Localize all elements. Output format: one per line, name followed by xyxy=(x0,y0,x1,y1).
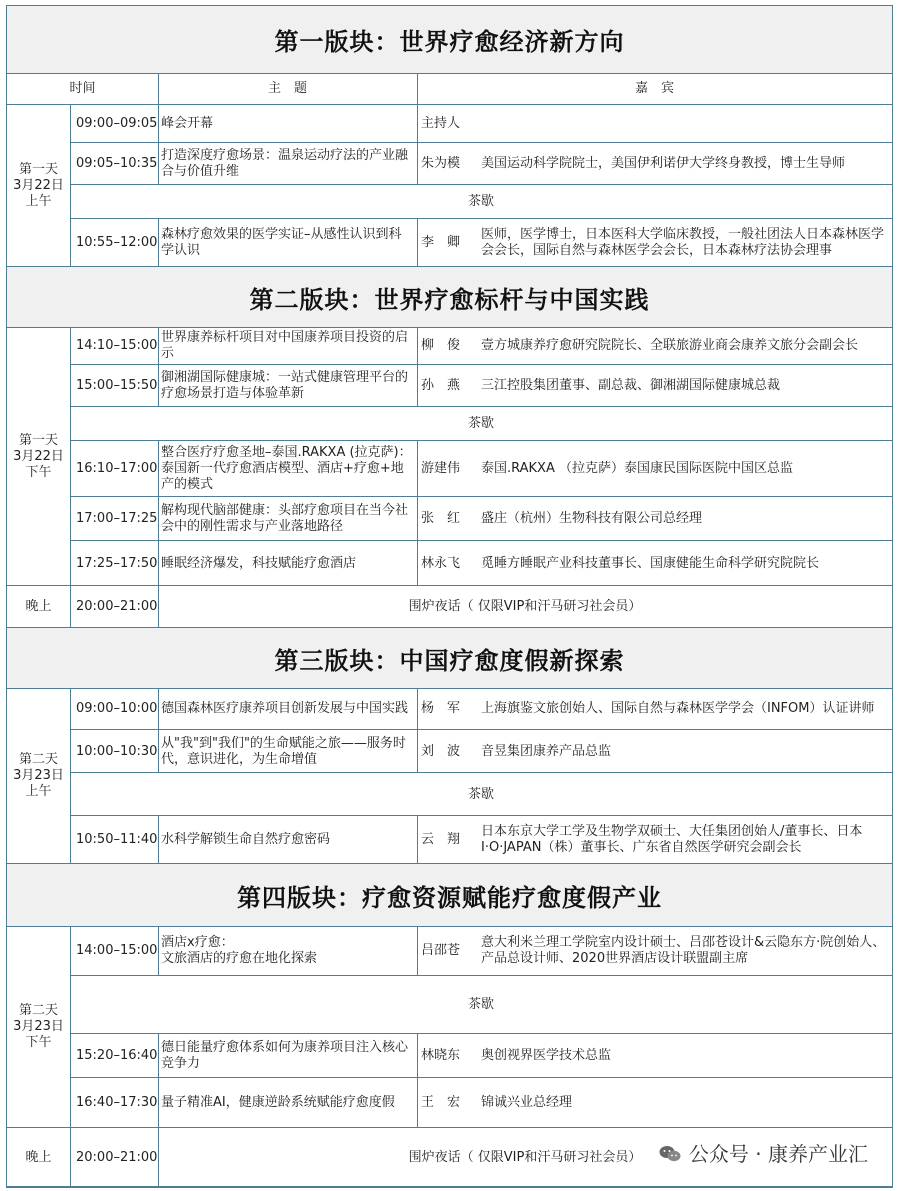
grid-line xyxy=(158,541,159,586)
tea-break xyxy=(70,185,892,219)
session-time xyxy=(70,926,158,976)
session-topic-text: 打造深度疗愈场景：温泉运动疗法的产业融合与价值升维 xyxy=(161,148,409,179)
grid-line xyxy=(70,327,71,586)
session-time xyxy=(70,1078,158,1128)
speaker-desc: 意大利米兰理工学院室内设计硕士、吕邵苍设计&云隐东方·院创始人、产品总设计师、2020世界酒店设计联盟副主席 xyxy=(481,935,886,966)
watermark xyxy=(655,1136,872,1169)
grid-line xyxy=(158,688,159,730)
tea-break xyxy=(70,976,892,1034)
session-time-text: 14:10–15:00 xyxy=(76,338,158,353)
section-title-text: 第四版块：疗愈资源赋能疗愈度假产业 xyxy=(237,883,662,912)
session-time xyxy=(70,688,158,730)
session-speaker xyxy=(417,541,892,586)
session-topic xyxy=(158,143,417,185)
speaker-name: 王 宏 xyxy=(421,1095,461,1110)
grid-line xyxy=(158,816,159,864)
day-label-line: 第二天 xyxy=(18,752,58,767)
session-time xyxy=(70,441,158,497)
session-topic xyxy=(158,541,417,586)
session-time xyxy=(70,143,158,185)
speaker-desc: 医师，医学博士，日本医科大学临床教授，一般社团法人日本森林医学会会长，国际自然与森林医学会会长，日本森林疗法协会理事 xyxy=(481,227,885,258)
session-topic xyxy=(158,441,417,497)
session-speaker xyxy=(417,143,892,185)
day-label-line: 第一天 xyxy=(18,162,58,177)
grid-line xyxy=(158,926,159,976)
speaker-name: 云 翔 xyxy=(421,832,461,847)
session-topic-text: 从"我"到"我们"的生命赋能之旅——服务时代，意识进化，为生命增值 xyxy=(161,735,406,767)
grid-line xyxy=(158,73,159,105)
session-time xyxy=(70,1128,158,1187)
tea-break-label: 茶歇 xyxy=(467,997,494,1012)
grid-line xyxy=(158,441,159,497)
wechat-icon xyxy=(659,1144,681,1162)
evening-session xyxy=(158,586,892,628)
section-title-text: 第三版块：中国疗愈度假新探索 xyxy=(274,646,625,675)
grid-line xyxy=(70,1128,71,1187)
day-label-line: 第一天 xyxy=(18,432,58,448)
session-topic xyxy=(158,688,417,730)
session-topic-text: 森林疗愈效果的医学实证–从感性认识到科学认识 xyxy=(161,227,402,258)
day-label xyxy=(7,926,70,1128)
grid-line xyxy=(70,105,71,267)
speaker-name: 柳 俊 xyxy=(421,338,461,353)
watermark-text: 公众号 · 康养产业汇 xyxy=(688,1142,868,1166)
grid-line xyxy=(158,105,159,143)
header-time-label: 时间 xyxy=(69,81,96,96)
header-topic-label: 主 题 xyxy=(267,81,307,96)
session-topic xyxy=(158,730,417,773)
session-time-text: 20:00–21:00 xyxy=(76,599,158,614)
session-topic xyxy=(158,105,417,143)
day-label xyxy=(7,105,70,267)
speaker-desc: 美国运动科学院院士，美国伊利诺伊大学终身教授，博士生导师 xyxy=(481,156,846,171)
session-time-text: 16:10–17:00 xyxy=(76,461,158,476)
grid-line xyxy=(417,1078,418,1128)
day-label xyxy=(7,688,70,864)
day-label-line: 下午 xyxy=(25,464,52,480)
speaker-name: 张 红 xyxy=(421,511,461,526)
grid-line xyxy=(158,1034,159,1078)
grid-line xyxy=(158,730,159,773)
grid-line xyxy=(158,365,159,407)
session-time xyxy=(70,730,158,773)
speaker-name: 杨 军 xyxy=(421,701,461,716)
session-time-text: 17:00–17:25 xyxy=(76,511,158,526)
grid-line xyxy=(417,541,418,586)
session-time xyxy=(70,586,158,628)
grid-line xyxy=(417,219,418,267)
session-time-text: 10:50–11:40 xyxy=(76,832,158,847)
grid-line xyxy=(417,73,418,105)
day-label-line: 上午 xyxy=(25,194,52,209)
session-topic xyxy=(158,816,417,864)
tea-break-label: 茶歇 xyxy=(467,194,494,209)
session-speaker xyxy=(417,730,892,773)
grid-line xyxy=(417,730,418,773)
evening-session-text: 围炉夜话（ 仅限VIP和汗马研习社会员） xyxy=(408,599,642,614)
speaker-desc: 音昱集团康养产品总监 xyxy=(481,743,612,759)
header-guest xyxy=(417,73,892,105)
session-time-text: 14:00–15:00 xyxy=(76,943,158,958)
session-topic-text: 量子精准AI，健康逆龄系统赋能疗愈度假 xyxy=(161,1095,395,1110)
session-topic-text: 酒店x疗愈： 文旅酒店的疗愈在地化探索 xyxy=(161,935,318,966)
session-time xyxy=(70,219,158,267)
tea-break xyxy=(70,407,892,441)
grid-line xyxy=(417,816,418,864)
session-time-text: 09:00–10:00 xyxy=(76,701,158,716)
session-topic-text: 世界康养标杆项目对中国康养项目投资的启示 xyxy=(161,330,409,361)
speaker-name: 游建伟 xyxy=(421,461,461,476)
day-label xyxy=(7,586,70,628)
session-topic xyxy=(158,365,417,407)
grid-line xyxy=(158,327,159,365)
speaker-desc: 日本东京大学工学及生物学双硕士、大任集团创始人/董事长、日本I·O·JAPAN（株）董事长、广东省自然医学研究会副会长 xyxy=(481,824,863,855)
session-speaker xyxy=(417,219,892,267)
tea-break xyxy=(70,773,892,816)
session-time-text: 09:05–10:35 xyxy=(76,156,158,171)
day-label-line: 3月23日 xyxy=(13,768,64,783)
day-label-line: 下午 xyxy=(25,1035,52,1050)
session-time-text: 15:20–16:40 xyxy=(76,1048,158,1063)
speaker-name: 林永飞 xyxy=(421,555,461,571)
session-topic xyxy=(158,1078,417,1128)
grid-line xyxy=(158,219,159,267)
session-topic xyxy=(158,926,417,976)
speaker-desc: 上海旗鉴文旅创始人、国际自然与森林医学学会（INFOM）认证讲师 xyxy=(481,701,875,716)
session-time xyxy=(70,816,158,864)
grid-line xyxy=(417,365,418,407)
evening-session-text: 围炉夜话（ 仅限VIP和汗马研习社会员） xyxy=(408,1149,642,1165)
header-time xyxy=(7,73,158,105)
grid-line xyxy=(158,1078,159,1128)
session-time-text: 15:00–15:50 xyxy=(76,378,158,393)
session-speaker xyxy=(417,327,892,365)
session-topic-text: 解构现代脑部健康：头部疗愈项目在当今社会中的刚性需求与产业落地路径 xyxy=(161,503,409,534)
session-speaker xyxy=(417,497,892,541)
day-label xyxy=(7,327,70,586)
section-title xyxy=(7,267,892,328)
session-topic-text: 德日能量疗愈体系如何为康养项目注入核心竞争力 xyxy=(161,1040,409,1071)
day-label xyxy=(7,1128,70,1187)
tea-break-label: 茶歇 xyxy=(467,786,494,802)
day-label-line: 第二天 xyxy=(18,1003,58,1018)
session-time-text: 09:00–09:05 xyxy=(76,116,158,131)
section-title xyxy=(7,628,892,689)
grid-line xyxy=(70,926,71,1128)
session-speaker xyxy=(417,105,892,143)
speaker-name: 朱为模 xyxy=(421,156,461,171)
session-speaker xyxy=(417,441,892,497)
speaker-desc: 盛庄（杭州）生物科技有限公司总经理 xyxy=(481,511,703,526)
speaker-name: 刘 波 xyxy=(421,743,461,759)
speaker-name: 吕邵苍 xyxy=(421,943,461,958)
session-time-text: 10:55–12:00 xyxy=(76,235,158,250)
grid-line xyxy=(70,1186,892,1187)
session-speaker xyxy=(417,1034,892,1078)
tea-break-label: 茶歇 xyxy=(467,416,494,431)
session-topic-text: 御湘湖国际健康城：一站式健康管理平台的疗愈场景打造与体验革新 xyxy=(161,370,409,401)
session-speaker xyxy=(417,816,892,864)
header-guest-label: 嘉 宾 xyxy=(634,81,674,96)
session-topic-text: 峰会开幕 xyxy=(161,116,214,131)
session-topic xyxy=(158,497,417,541)
grid-line xyxy=(158,586,159,628)
speaker-desc: 觅睡方睡眠产业科技董事长、国康健能生命科学研究院院长 xyxy=(481,555,820,571)
grid-line xyxy=(158,1128,159,1187)
day-label-line: 晚上 xyxy=(25,599,52,614)
grid-line xyxy=(417,497,418,541)
session-topic xyxy=(158,219,417,267)
grid-line xyxy=(158,143,159,185)
speaker-desc: 泰国.RAKXA （拉克萨）泰国康民国际医院中国区总监 xyxy=(481,461,793,476)
session-topic-text: 德国森林医疗康养项目创新发展与中国实践 xyxy=(161,701,409,716)
session-time-text: 20:00–21:00 xyxy=(76,1149,158,1165)
speaker-desc: 三江控股集团董事、副总裁、御湘湖国际健康城总裁 xyxy=(481,378,781,393)
grid-line xyxy=(7,627,70,628)
session-time xyxy=(70,365,158,407)
speaker-name: 林晓东 xyxy=(421,1048,461,1063)
session-time-text: 17:25–17:50 xyxy=(76,555,158,571)
grid-line xyxy=(417,1034,418,1078)
session-time-text: 16:40–17:30 xyxy=(76,1095,158,1110)
day-label-line: 晚上 xyxy=(25,1149,52,1165)
session-time xyxy=(70,497,158,541)
section-title-text: 第一版块：世界疗愈经济新方向 xyxy=(274,28,625,56)
speaker-name: 孙 燕 xyxy=(421,378,461,393)
grid-line xyxy=(7,266,70,267)
session-speaker xyxy=(417,365,892,407)
speaker-name: 李 卿 xyxy=(421,235,461,250)
grid-line xyxy=(70,688,71,864)
session-speaker xyxy=(417,926,892,976)
grid-line xyxy=(417,105,418,143)
agenda-table xyxy=(6,5,893,1188)
grid-line xyxy=(417,441,418,497)
section-title-text: 第二版块：世界疗愈标杆与中国实践 xyxy=(249,285,650,314)
day-label-line: 3月22日 xyxy=(13,448,64,464)
grid-line xyxy=(70,586,71,628)
day-label-line: 3月22日 xyxy=(13,178,64,193)
grid-line xyxy=(417,327,418,365)
grid-line xyxy=(158,497,159,541)
day-label-line: 上午 xyxy=(25,784,52,799)
session-time xyxy=(70,105,158,143)
session-topic-text: 整合医疗疗愈圣地–泰国.RAKXA (拉克萨)：泰国新一代疗愈酒店模型、酒店+疗愈+地产的模式 xyxy=(161,445,412,492)
day-label-line: 3月23日 xyxy=(13,1019,64,1034)
session-topic-text: 水科学解锁生命自然疗愈密码 xyxy=(161,832,331,847)
session-speaker xyxy=(417,688,892,730)
session-time-text: 10:00–10:30 xyxy=(76,743,158,759)
grid-line xyxy=(417,688,418,730)
session-speaker xyxy=(417,1078,892,1128)
session-topic xyxy=(158,327,417,365)
session-time xyxy=(70,541,158,586)
grid-line xyxy=(7,1186,70,1187)
header-topic xyxy=(158,73,417,105)
speaker-desc: 锦诚兴业总经理 xyxy=(481,1095,573,1110)
grid-line xyxy=(417,143,418,185)
grid-line xyxy=(7,863,70,864)
section-title xyxy=(7,864,892,927)
section-title xyxy=(7,6,892,74)
speaker-name: 主持人 xyxy=(421,116,461,131)
session-time xyxy=(70,327,158,365)
session-topic-text: 睡眠经济爆发，科技赋能疗愈酒店 xyxy=(161,555,357,571)
session-time xyxy=(70,1034,158,1078)
session-topic xyxy=(158,1034,417,1078)
speaker-desc: 奥创视界医学技术总监 xyxy=(481,1048,612,1063)
speaker-desc: 壹方城康养疗愈研究院院长、全联旅游业商会康养文旅分会副会长 xyxy=(481,338,859,353)
grid-line xyxy=(417,926,418,976)
